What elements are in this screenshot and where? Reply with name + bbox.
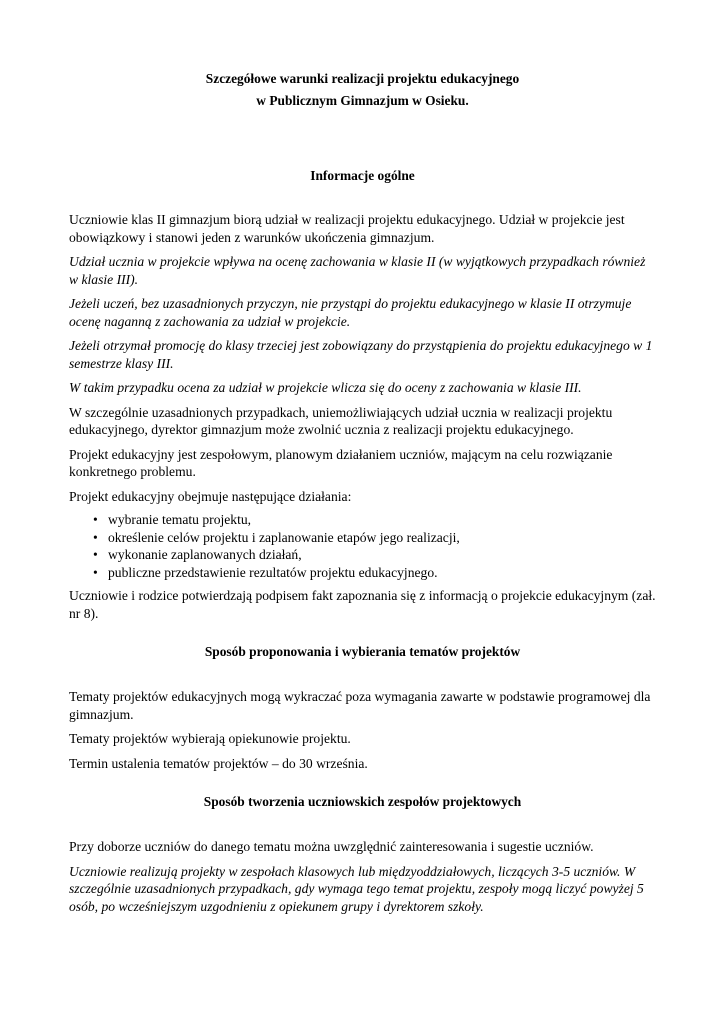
document-title-line-2: w Publicznym Gimnazjum w Osieku. [256, 93, 469, 108]
paragraph: Tematy projektów wybierają opiekunowie projektu. [69, 731, 351, 746]
section-heading-teams: Sposób tworzenia uczniowskich zespołów projektowych [203, 794, 522, 809]
paragraph: W takim przypadku ocena za udział w projekcie wlicza się do oceny z zachowania w klasie III. [69, 380, 582, 395]
list-item [93, 511, 656, 529]
paragraph: Udział ucznia w projekcie wpływa na ocenę zachowania w klasie II (w wyjątkowych przypadkach również w klasie III). [69, 254, 646, 287]
list-item-text: wykonanie zaplanowanych działań, [108, 547, 302, 562]
section-topics [69, 643, 656, 772]
list-item-text: publiczne przedstawienie rezultatów projektu edukacyjnego. [108, 564, 438, 580]
project-actions-list [69, 511, 656, 581]
bullet-icon: • [93, 547, 98, 562]
section-teams [69, 793, 656, 915]
section-heading-general-info: Informacje ogólne [310, 168, 415, 183]
paragraph: Uczniowie realizują projekty w zespołach klasowych lub międzyoddziałowych, liczących 3-5 uczniów. W szczególnie uzasadnionych przypadkach, gdy wymaga tego temat projektu, zespoły mogą liczyć powyżej 5 osób, po wcześniejszym uzgodnieniu z opiekunem grupy i dyrektorem szkoły. [69, 863, 644, 914]
list-item [93, 564, 656, 582]
paragraph: Termin ustalenia tematów projektów – do 30 września. [69, 755, 368, 771]
section-heading-topics: Sposób proponowania i wybierania tematów projektów [204, 644, 521, 659]
paragraph: Projekt edukacyjny jest zespołowym, planowym działaniem uczniów, mającym na celu rozwiązanie konkretnego problemu. [69, 446, 613, 479]
bullet-icon: • [93, 512, 98, 527]
bullet-icon: • [93, 529, 98, 545]
paragraph: W szczególnie uzasadnionych przypadkach, uniemożliwiających udział ucznia w realizacji projektu edukacyjnego, dyrektor gimnazjum może zwolnić ucznia z realizacji projektu edukacyjnego. [69, 404, 613, 437]
paragraph: Jeżeli otrzymał promocję do klasy trzeciej jest zobowiązany do przystąpienia do projektu edukacyjnego w 1 semestrze klasy III. [69, 338, 653, 371]
list-item [93, 529, 656, 547]
list-item [93, 546, 656, 564]
paragraph: Uczniowie i rodzice potwierdzają podpisem fakt zapoznania się z informacją o projekcie edukacyjnym (zał. nr 8). [69, 588, 656, 621]
paragraph: Przy doborze uczniów do danego tematu można uwzględnić zainteresowania i sugestie uczniów. [69, 839, 594, 854]
section-general-info [69, 167, 656, 622]
bullet-icon: • [93, 564, 98, 580]
list-item-text: wybranie tematu projektu, [108, 512, 252, 527]
paragraph: Tematy projektów edukacyjnych mogą wykraczać poza wymagania zawarte w podstawie programowej dla gimnazjum. [69, 689, 651, 722]
paragraph: Projekt edukacyjny obejmuje następujące działania: [69, 488, 352, 504]
document-title-line-1: Szczegółowe warunki realizacji projektu edukacyjnego [205, 71, 520, 86]
list-item-text: określenie celów projektu i zaplanowanie etapów jego realizacji, [108, 529, 460, 545]
paragraph: Jeżeli uczeń, bez uzasadnionych przyczyn, nie przystąpi do projektu edukacyjnego w klasie II otrzymuje ocenę naganną z zachowania za udział w projekcie. [69, 296, 632, 329]
paragraph: Uczniowie klas II gimnazjum biorą udział w realizacji projektu edukacyjnego. Udział w projekcie jest obowiązkowy i stanowi jeden z warunków ukończenia gimnazjum. [69, 212, 625, 245]
